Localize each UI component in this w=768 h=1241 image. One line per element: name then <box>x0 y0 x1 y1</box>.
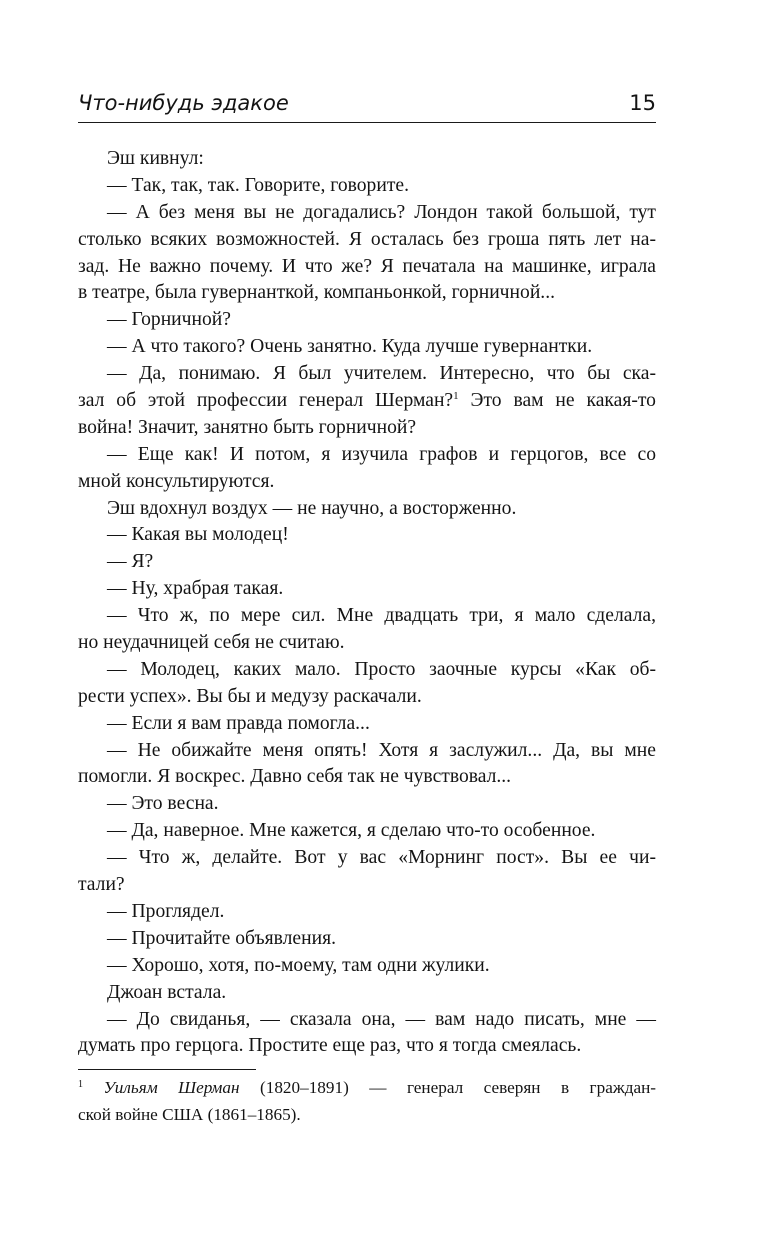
line-text: — Если я вам правда помогла... <box>107 712 370 734</box>
text-line <box>78 684 656 711</box>
line-text: — Какая вы молодец! <box>107 524 289 546</box>
line-text: — Проглядел. <box>107 900 225 922</box>
line-text: — А что такого? Очень занятно. Куда лучше гувернантки. <box>107 336 593 358</box>
text-line <box>78 872 656 899</box>
line-text: — Хорошо, хотя, по-моему, там одни жулики. <box>107 954 490 976</box>
footnote-rule <box>78 1069 256 1070</box>
line-text: думать про герцога. Простите еще раз, что я тогда смеялась. <box>78 1035 582 1057</box>
text-line <box>78 469 656 496</box>
text-line <box>78 522 656 549</box>
line-text: но неудачницей себя не считаю. <box>78 632 345 654</box>
line-text: — А без меня вы не догадались? Лондон такой большой, тут <box>107 201 656 223</box>
line-text: Джоан встала. <box>107 981 227 1003</box>
line-text: — Так, так, так. Говорите, говорите. <box>107 174 409 196</box>
line-text: Эш вдохнул воздух — не научно, а восторженно. <box>107 497 517 519</box>
running-title: Что-нибудь эдакое <box>78 91 289 115</box>
footnote <box>78 1076 656 1130</box>
footnote-line <box>78 1103 656 1130</box>
text-line <box>78 280 656 307</box>
line-text: зад. Не важно почему. И что же? Я печатала на машинке, играла <box>78 255 656 277</box>
text-line <box>78 953 656 980</box>
text-line <box>78 442 656 469</box>
line-text: война! Значит, занятно быть горничной? <box>78 416 417 438</box>
text-line <box>78 738 656 765</box>
line-text: рести успех». Вы бы и медузу раскачали. <box>78 685 422 707</box>
text-line <box>78 334 656 361</box>
text-line <box>78 657 656 684</box>
line-text: Эш кивнул: <box>107 148 204 169</box>
text-line <box>78 254 656 281</box>
footnote-person-name: Уильям Шерман <box>103 1078 240 1097</box>
footnote-mark: 1 <box>78 1079 83 1090</box>
text-line <box>78 173 656 200</box>
text-line <box>78 361 656 388</box>
line-text: зал об этой профессии генерал Шерман? <box>78 390 454 412</box>
line-text: тали? <box>78 874 125 896</box>
line-text: — Горничной? <box>107 309 231 331</box>
line-text: — Не обижайте меня опять! Хотя я заслужил... Да, вы мне <box>107 739 656 761</box>
text-line <box>78 980 656 1007</box>
text-line <box>78 200 656 227</box>
text-line <box>78 845 656 872</box>
text-line <box>78 818 656 845</box>
line-text: — Еще как! И потом, я изучила графов и герцогов, все со <box>107 443 656 465</box>
text-line <box>78 496 656 523</box>
line-text: в театре, была гувернанткой, компаньонкой, горничной... <box>78 282 556 304</box>
text-line <box>78 549 656 576</box>
text-line <box>78 1033 656 1060</box>
text-line <box>78 576 656 603</box>
text-line <box>78 899 656 926</box>
running-header <box>78 88 656 123</box>
line-text-continued: Это вам не какая-то <box>458 390 656 412</box>
line-text: помогли. Я воскрес. Давно себя так не чувствовал... <box>78 766 512 788</box>
line-text: — Что ж, по мере сил. Мне двадцать три, я мало сделала, <box>107 605 656 627</box>
line-text: — Да, наверное. Мне кажется, я сделаю что-то особенное. <box>107 820 596 842</box>
line-text: — Это весна. <box>107 793 219 815</box>
line-text: столько всяких возможностей. Я осталась без гроша пять лет на- <box>78 228 656 250</box>
text-line <box>78 415 656 442</box>
line-text: — Молодец, каких мало. Просто заочные курсы «Как об- <box>107 658 656 680</box>
text-line <box>78 764 656 791</box>
line-text: мной консультируются. <box>78 470 275 492</box>
line-text: — Ну, храбрая такая. <box>107 578 284 600</box>
line-text: — Прочитайте объявления. <box>107 927 336 949</box>
footnote-line <box>78 1076 656 1103</box>
line-text: — Я? <box>107 551 154 573</box>
line-text: — Да, понимаю. Я был учителем. Интересно, что бы ска- <box>107 363 656 385</box>
text-line <box>78 146 656 173</box>
page-number: 15 <box>629 91 656 115</box>
footnote-reference: 1 <box>453 390 459 403</box>
text-line <box>78 1007 656 1034</box>
text-line <box>78 227 656 254</box>
text-line <box>78 791 656 818</box>
footnote-text: (1820–1891) — генерал северян в граждан- <box>239 1078 656 1097</box>
text-line <box>78 307 656 334</box>
text-line <box>78 388 656 415</box>
footnote-text: ской войне США (1861–1865). <box>78 1104 301 1124</box>
line-text: — Что ж, делайте. Вот у вас «Морнинг пост». Вы ее чи- <box>107 847 656 869</box>
text-line <box>78 603 656 630</box>
body-text <box>78 146 656 1060</box>
text-line <box>78 926 656 953</box>
text-line <box>78 630 656 657</box>
line-text: — До свиданья, — сказала она, — вам надо писать, мне — <box>107 1008 656 1030</box>
text-line <box>78 711 656 738</box>
